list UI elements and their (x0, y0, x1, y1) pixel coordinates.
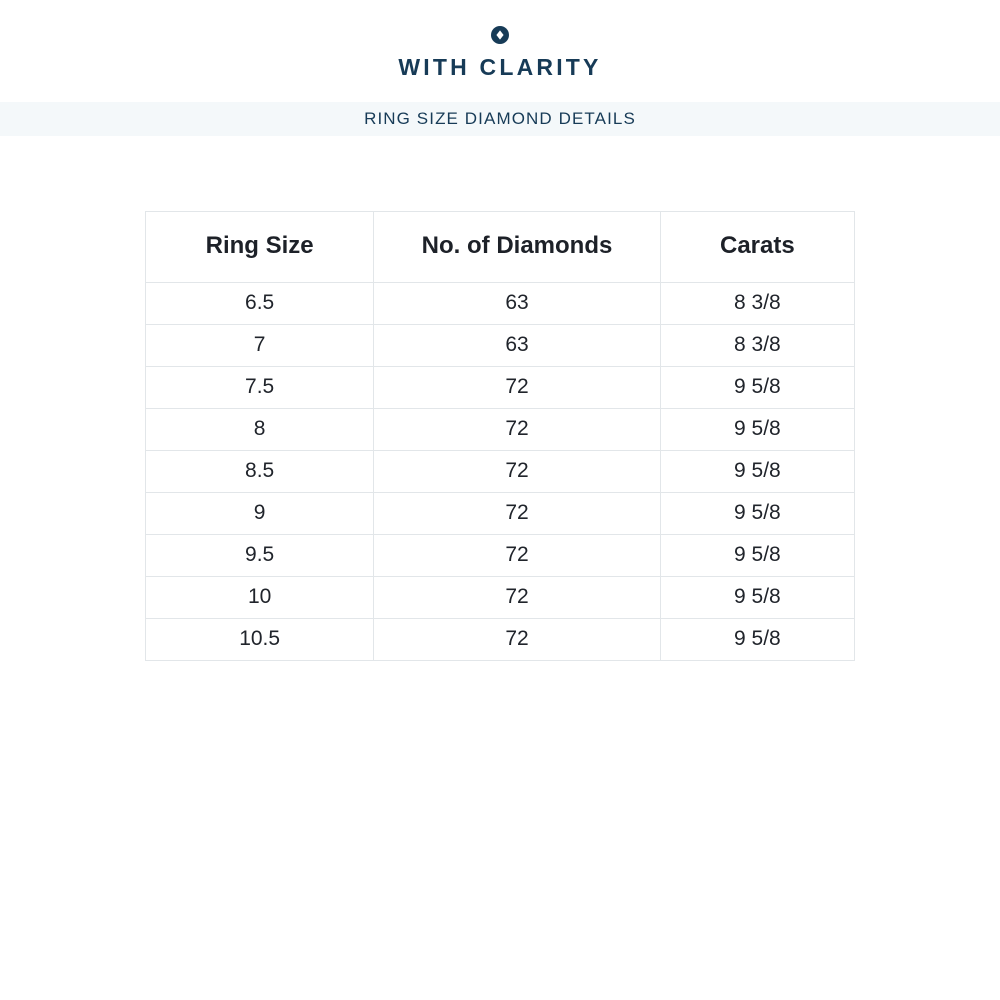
table-row (146, 283, 855, 325)
table-header (146, 212, 855, 283)
cell-no-of-diamonds: 63 (374, 283, 660, 325)
table-header-row (146, 212, 855, 283)
cell-no-of-diamonds: 72 (374, 451, 660, 493)
brand-name: WITH CLARITY (398, 54, 602, 80)
brand-header (0, 0, 1000, 79)
cell-carats: 9 5/8 (660, 493, 854, 535)
cell-no-of-diamonds: 72 (374, 619, 660, 661)
cell-ring-size: 7 (146, 325, 374, 367)
cell-carats: 9 5/8 (660, 577, 854, 619)
table-row (146, 451, 855, 493)
cell-ring-size: 10.5 (146, 619, 374, 661)
cell-carats: 9 5/8 (660, 409, 854, 451)
cell-ring-size: 10 (146, 577, 374, 619)
table-row (146, 409, 855, 451)
table-row (146, 493, 855, 535)
cell-ring-size: 9.5 (146, 535, 374, 577)
cell-carats: 8 3/8 (660, 283, 854, 325)
cell-ring-size: 9 (146, 493, 374, 535)
cell-carats: 8 3/8 (660, 325, 854, 367)
cell-no-of-diamonds: 72 (374, 409, 660, 451)
diamond-logo-icon (489, 24, 511, 46)
subheader-bar (0, 102, 1000, 136)
cell-ring-size: 6.5 (146, 283, 374, 325)
table-row (146, 577, 855, 619)
cell-no-of-diamonds: 72 (374, 577, 660, 619)
cell-carats: 9 5/8 (660, 535, 854, 577)
table-row (146, 619, 855, 661)
column-header-ring-size: Ring Size (146, 212, 374, 283)
cell-ring-size: 8.5 (146, 451, 374, 493)
page-title: RING SIZE DIAMOND DETAILS (364, 109, 636, 128)
cell-no-of-diamonds: 72 (374, 493, 660, 535)
cell-carats: 9 5/8 (660, 619, 854, 661)
cell-no-of-diamonds: 63 (374, 325, 660, 367)
cell-carats: 9 5/8 (660, 451, 854, 493)
table-row (146, 325, 855, 367)
table-row (146, 535, 855, 577)
ring-size-table (145, 211, 855, 661)
cell-carats: 9 5/8 (660, 367, 854, 409)
cell-ring-size: 7.5 (146, 367, 374, 409)
cell-no-of-diamonds: 72 (374, 367, 660, 409)
ring-size-table-container (145, 211, 855, 661)
cell-ring-size: 8 (146, 409, 374, 451)
table-row (146, 367, 855, 409)
cell-no-of-diamonds: 72 (374, 535, 660, 577)
table-body (146, 283, 855, 661)
column-header-carats: Carats (660, 212, 854, 283)
column-header-no-of-diamonds: No. of Diamonds (374, 212, 660, 283)
